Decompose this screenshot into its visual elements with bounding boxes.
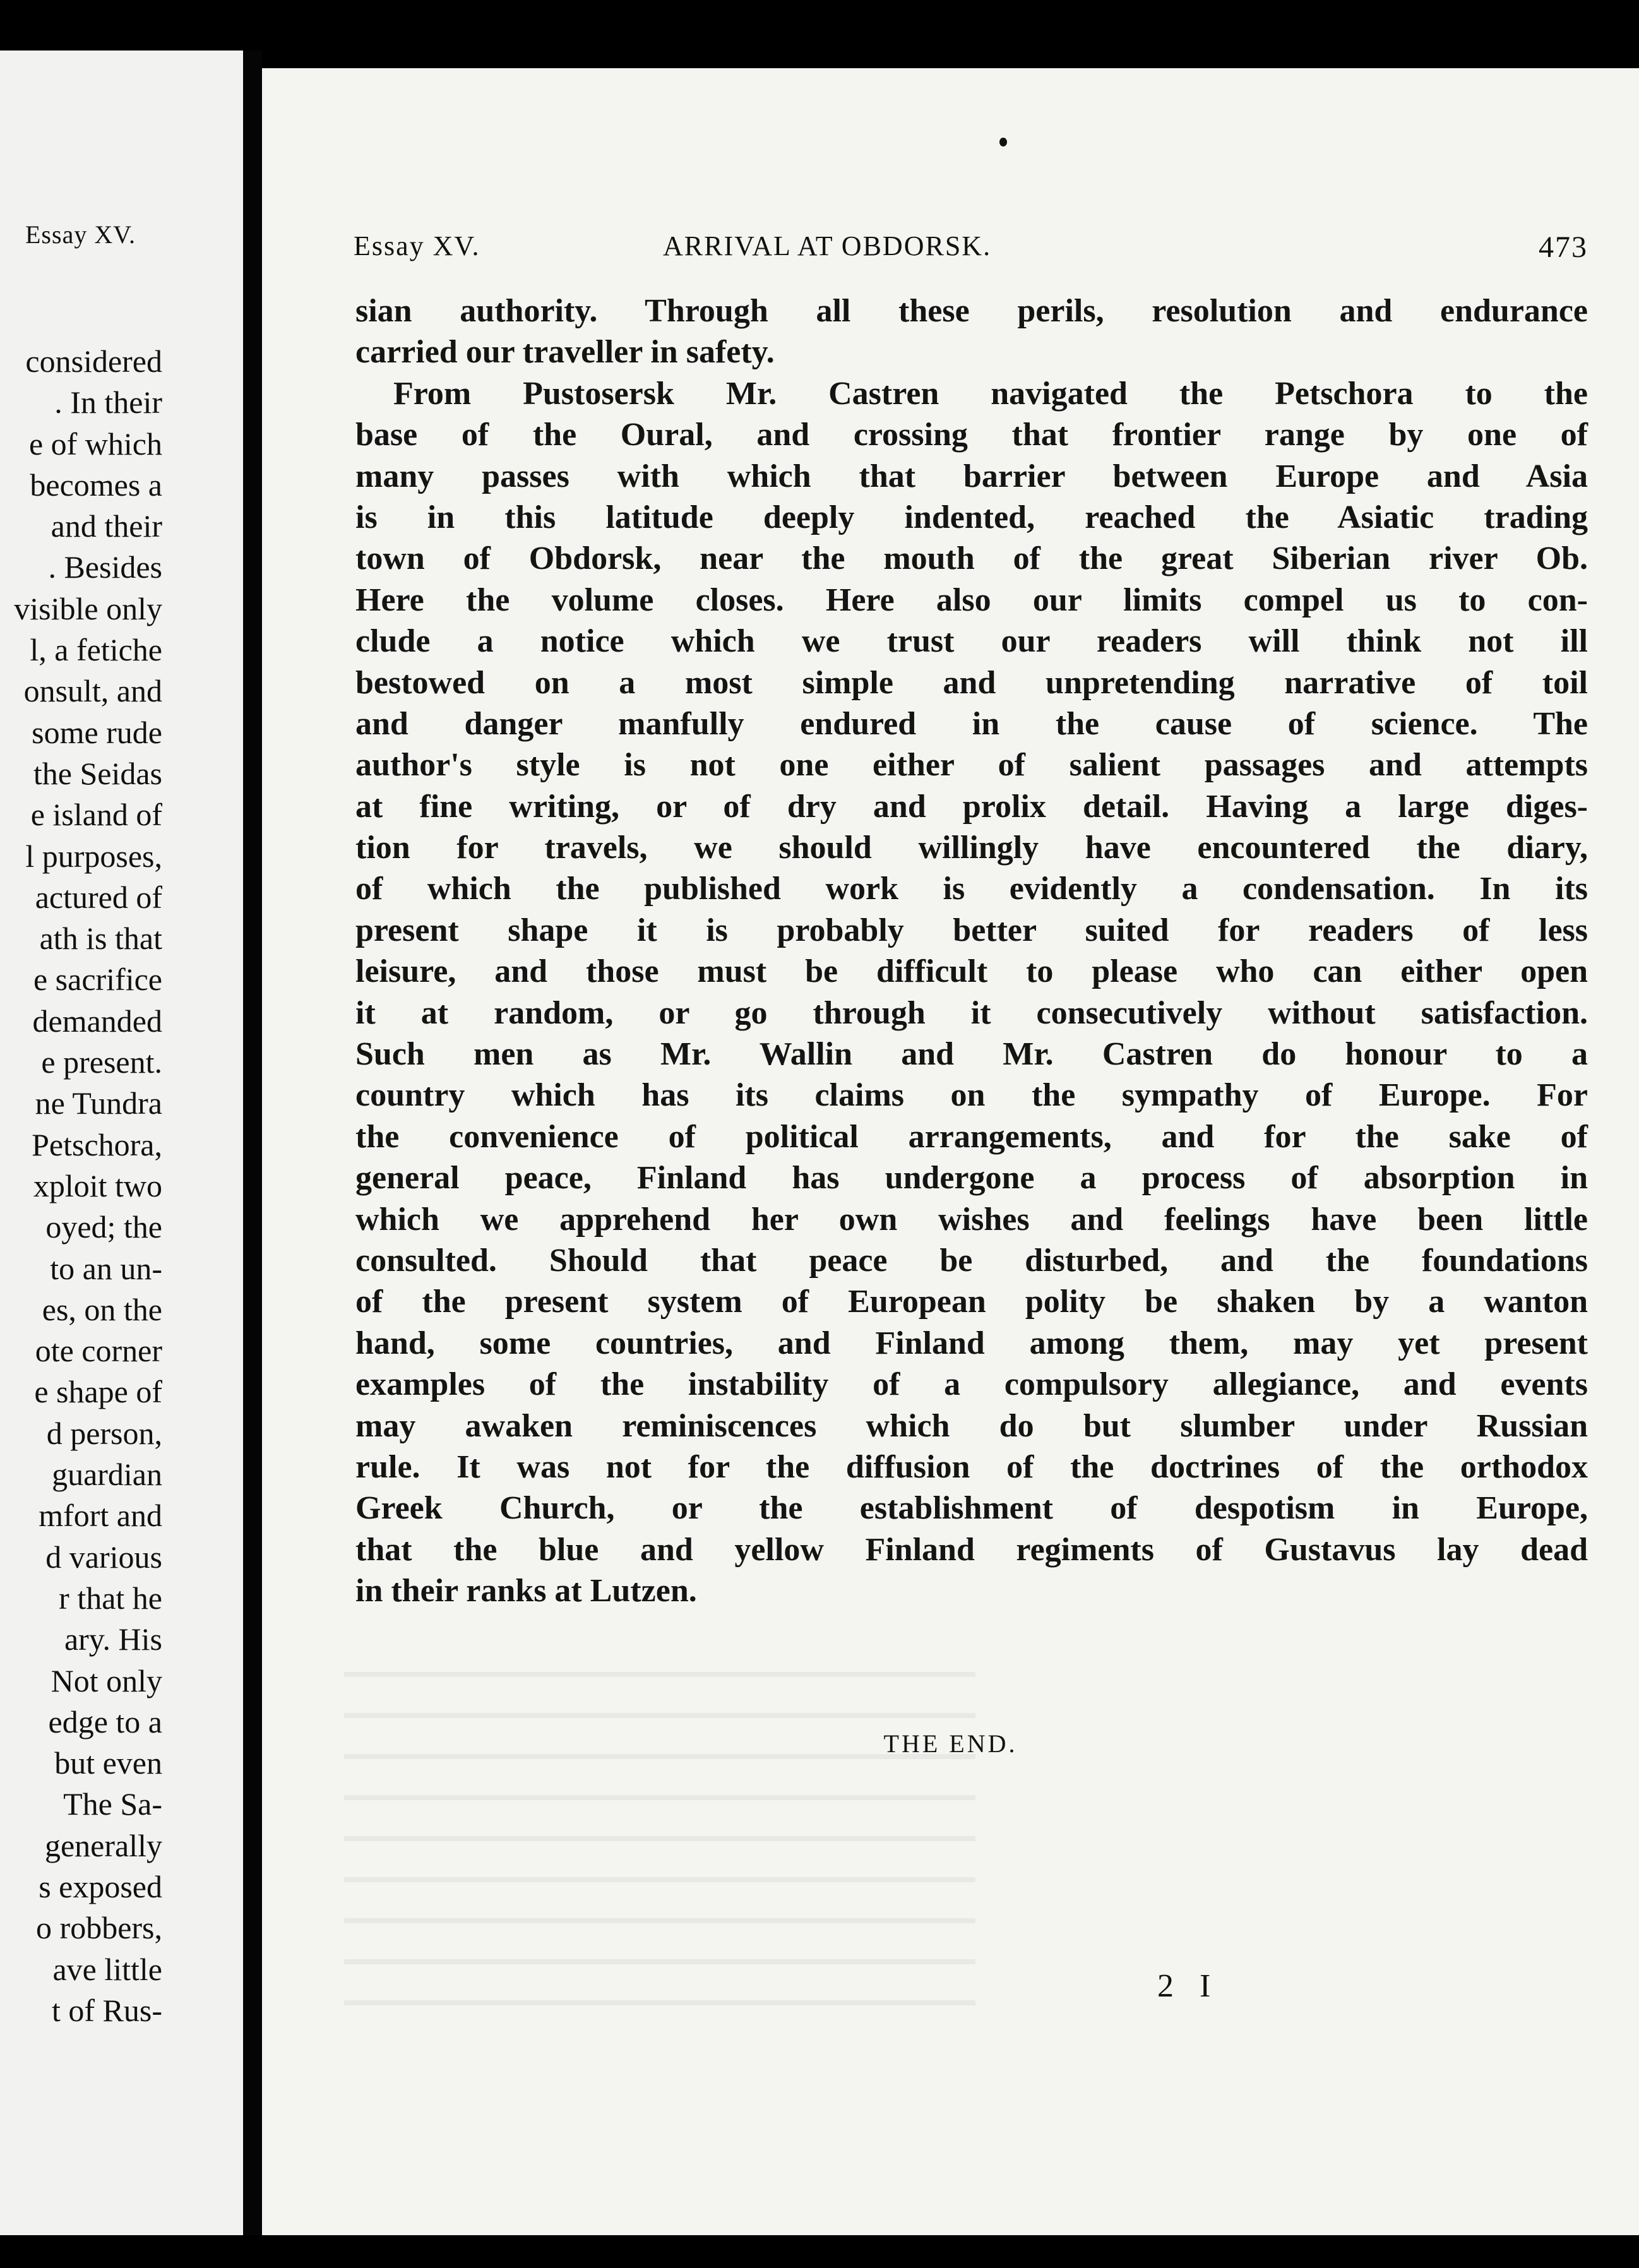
text-line: which we apprehend her own wishes and feelings have been little xyxy=(355,1201,1588,1238)
text-line: Such men as Mr. Wallin and Mr. Castren do honour to a xyxy=(355,1036,1588,1073)
text-line: carried our traveller in safety. xyxy=(355,334,775,371)
text-line: may awaken reminiscences which do but slumber under Russian xyxy=(355,1407,1588,1444)
text-line: bestowed on a most simple and unpretending narrative of toil xyxy=(355,664,1588,701)
text-line: hand, some countries, and Finland among them, may yet present xyxy=(355,1325,1588,1361)
left-text-line: edge to a xyxy=(48,1704,162,1740)
left-text-line: The Sa- xyxy=(63,1786,162,1822)
body-text xyxy=(355,290,1588,1612)
text-line: author's style is not one either of salient passages and attempts xyxy=(355,747,1588,784)
left-text-line: ath is that xyxy=(39,921,162,957)
left-text-line: d person, xyxy=(46,1415,162,1451)
text-line: country which has its claims on the sympathy of Europe. For xyxy=(355,1077,1588,1114)
left-text-line: visible only xyxy=(14,590,162,626)
left-text-line: to an un- xyxy=(50,1250,162,1286)
left-text-line: the Seidas xyxy=(33,755,162,791)
text-line: general peace, Finland has undergone a process of absorption in xyxy=(355,1160,1588,1197)
left-text-line: o robbers, xyxy=(36,1910,162,1946)
running-head xyxy=(354,230,1588,274)
page-number: 473 xyxy=(1539,230,1588,264)
left-text-line: d various xyxy=(45,1539,162,1575)
left-text-line: e sacrifice xyxy=(33,962,162,998)
left-text-line: . Besides xyxy=(48,549,162,585)
signature-mark: 2 I xyxy=(1157,1968,1220,2004)
left-text-line: l purposes, xyxy=(25,838,162,874)
left-text-line: ary. His xyxy=(64,1621,162,1657)
text-line: the convenience of political arrangements, and for the sake of xyxy=(355,1118,1588,1155)
text-line: present shape it is probably better suited for readers of less xyxy=(355,912,1588,948)
left-text-line: Petschora, xyxy=(32,1126,162,1162)
left-text-line: s exposed xyxy=(39,1868,162,1904)
left-text-line: r that he xyxy=(59,1580,162,1616)
left-text-line: t of Rus- xyxy=(52,1992,162,2028)
left-text-line: some rude xyxy=(32,714,162,750)
book-gutter xyxy=(243,51,262,2235)
left-text-line: e island of xyxy=(30,797,162,833)
text-line: clude a notice which we trust our readers will think not ill xyxy=(355,623,1588,660)
text-line: at fine writing, or of dry and prolix detail. Having a large diges- xyxy=(355,788,1588,825)
text-line: of the present system of European polity be shaken by a wanton xyxy=(355,1284,1588,1320)
text-line: that the blue and yellow Finland regiments of Gustavus lay dead xyxy=(355,1531,1588,1568)
left-text-line: guardian xyxy=(52,1457,162,1493)
right-page xyxy=(262,68,1639,2235)
left-text-line: es, on the xyxy=(42,1291,162,1327)
left-text-line: mfort and xyxy=(39,1498,162,1534)
text-line: of which the published work is evidently a condensation. In its xyxy=(355,871,1588,907)
the-end: THE END. xyxy=(883,1729,1018,1758)
text-line: Greek Church, or the establishment of despotism in Europe, xyxy=(355,1490,1588,1527)
left-page xyxy=(0,51,243,2235)
left-text-line: considered xyxy=(25,343,162,379)
left-text-line: Not only xyxy=(51,1662,162,1698)
show-through-text xyxy=(344,1672,975,2026)
text-line: in their ranks at Lutzen. xyxy=(355,1573,697,1609)
left-text-line: but even xyxy=(54,1745,162,1781)
left-text-line: e shape of xyxy=(34,1374,162,1410)
running-head-title: ARRIVAL AT OBDORSK. xyxy=(663,230,992,261)
left-text-line: demanded xyxy=(32,1003,162,1039)
text-line: and danger manfully endured in the cause of science. The xyxy=(355,705,1588,742)
left-text-line: oyed; the xyxy=(45,1209,162,1245)
left-text-line: generally xyxy=(44,1827,162,1863)
left-text-line: e present. xyxy=(41,1044,162,1080)
text-line: many passes with which that barrier between Europe and Asia xyxy=(355,458,1588,494)
left-text-line: and their xyxy=(51,508,162,544)
text-line: examples of the instability of a compulsory allegiance, and events xyxy=(355,1366,1588,1403)
text-line: town of Obdorsk, near the mouth of the great Siberian river Ob. xyxy=(355,540,1588,577)
left-page-text xyxy=(14,341,162,2031)
text-line: rule. It was not for the diffusion of the doctrines of the orthodox xyxy=(355,1448,1588,1485)
left-text-line: ave little xyxy=(52,1951,162,1987)
left-text-line: actured of xyxy=(35,879,162,915)
text-line: sian authority. Through all these perils, resolution and endurance xyxy=(355,293,1588,329)
text-line: From Pustosersk Mr. Castren navigated the Petschora to the xyxy=(393,375,1588,412)
text-line: tion for travels, we should willingly have encountered the diary, xyxy=(355,830,1588,866)
left-text-line: onsult, and xyxy=(23,673,162,709)
text-line: leisure, and those must be difficult to please who can either open xyxy=(355,953,1588,990)
text-line: consulted. Should that peace be disturbed, and the foundations xyxy=(355,1242,1588,1279)
text-line: Here the volume closes. Here also our limits compel us to con- xyxy=(355,582,1588,618)
text-line: it at random, or go through it consecutively without satisfaction. xyxy=(355,994,1588,1031)
left-text-line: becomes a xyxy=(30,467,162,503)
ink-speck xyxy=(999,138,1007,146)
left-running-head: Essay XV. xyxy=(25,220,136,249)
left-text-line: ne Tundra xyxy=(35,1085,162,1121)
running-head-essay: Essay XV. xyxy=(354,230,480,261)
left-text-line: l, a fetiche xyxy=(30,632,162,668)
text-line: is in this latitude deeply indented, reached the Asiatic trading xyxy=(355,499,1588,535)
text-line: base of the Oural, and crossing that frontier range by one of xyxy=(355,417,1588,453)
left-text-line: . In their xyxy=(54,385,162,421)
left-text-line: xploit two xyxy=(33,1167,162,1203)
left-text-line: ote corner xyxy=(35,1333,162,1369)
left-text-line: e of which xyxy=(28,426,162,462)
